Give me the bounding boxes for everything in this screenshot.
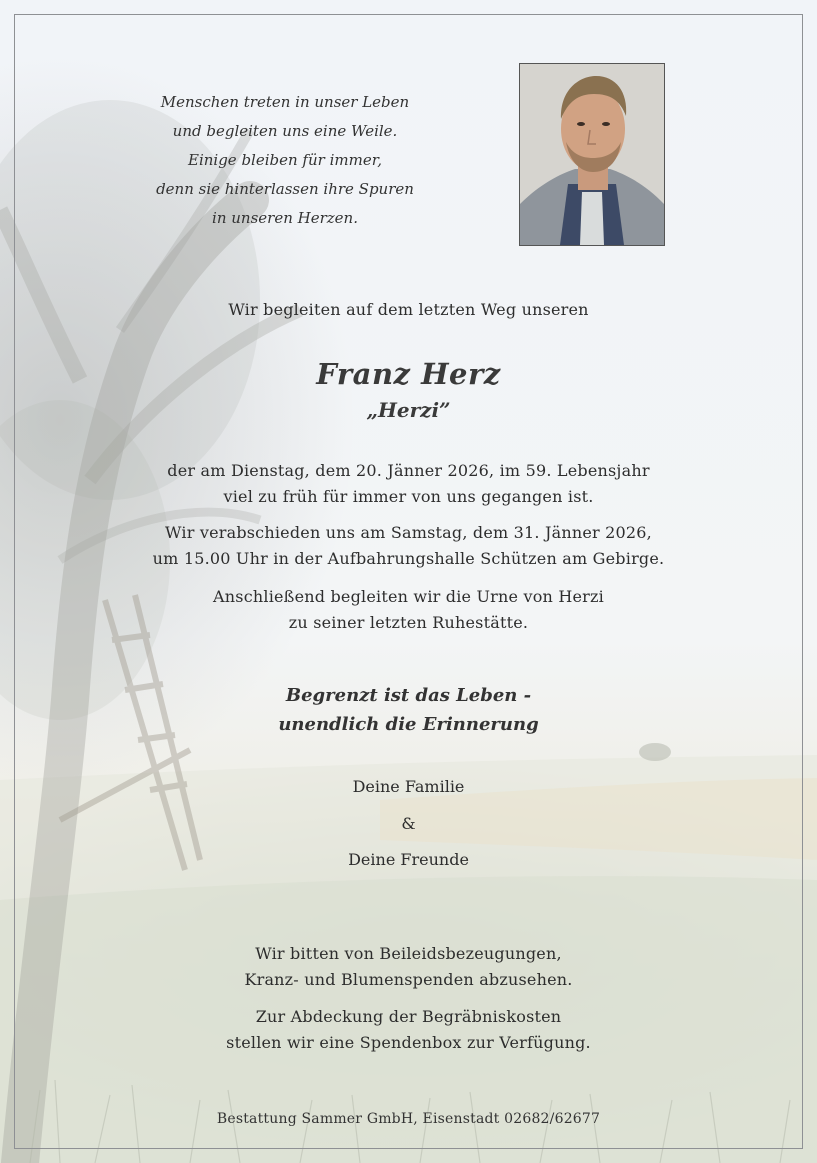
- motto: [0, 681, 817, 739]
- poem-line: Menschen treten in unser Leben: [160, 93, 410, 111]
- friends-signature: Deine Freunde: [348, 850, 469, 869]
- portrait-photo: [519, 63, 665, 246]
- urn-details: [0, 584, 817, 636]
- text-line: der am Dienstag, dem 20. Jänner 2026, im 59. Lebensjahr: [167, 461, 650, 480]
- deceased-name: Franz Herz: [316, 357, 501, 391]
- farewell-details: [0, 520, 817, 572]
- text-line: viel zu früh für immer von uns gegangen ist.: [223, 487, 594, 506]
- deceased-nickname: „Herzi”: [366, 398, 451, 422]
- text-line: zu seiner letzten Ruhestätte.: [288, 613, 529, 632]
- text-line: Wir bitten von Beileidsbezeugungen,: [255, 944, 562, 963]
- intro-text: Wir begleiten auf dem letzten Weg unseren: [228, 300, 589, 319]
- poem-line: Einige bleiben für immer,: [188, 151, 382, 169]
- ampersand: &: [401, 814, 416, 833]
- text-line: Kranz- und Blumenspenden abzusehen.: [244, 970, 573, 989]
- motto-line: unendlich die Erinnerung: [278, 714, 539, 735]
- text-line: Anschließend begleiten wir die Urne von Herzi: [213, 587, 604, 606]
- donation-note: [0, 1004, 817, 1056]
- text-line: Zur Abdeckung der Begräbniskosten: [255, 1007, 562, 1026]
- text-line: stellen wir eine Spendenbox zur Verfügung.: [226, 1033, 591, 1052]
- poem-line: in unseren Herzen.: [212, 209, 358, 227]
- funeral-home-footer: Bestattung Sammer GmbH, Eisenstadt 02682/62677: [216, 1111, 601, 1127]
- poem-line: denn sie hinterlassen ihre Spuren: [156, 180, 414, 198]
- text-line: Wir verabschieden uns am Samstag, dem 31. Jänner 2026,: [165, 523, 652, 542]
- family-signature: Deine Familie: [352, 777, 465, 796]
- poem-line: und begleiten uns eine Weile.: [172, 122, 398, 140]
- condolence-request: [0, 941, 817, 993]
- portrait-image: [520, 64, 664, 245]
- text-line: um 15.00 Uhr in der Aufbahrungshalle Schützen am Gebirge.: [152, 549, 665, 568]
- motto-line: Begrenzt ist das Leben -: [285, 685, 532, 706]
- poem: [140, 88, 430, 233]
- death-notice: [0, 458, 817, 510]
